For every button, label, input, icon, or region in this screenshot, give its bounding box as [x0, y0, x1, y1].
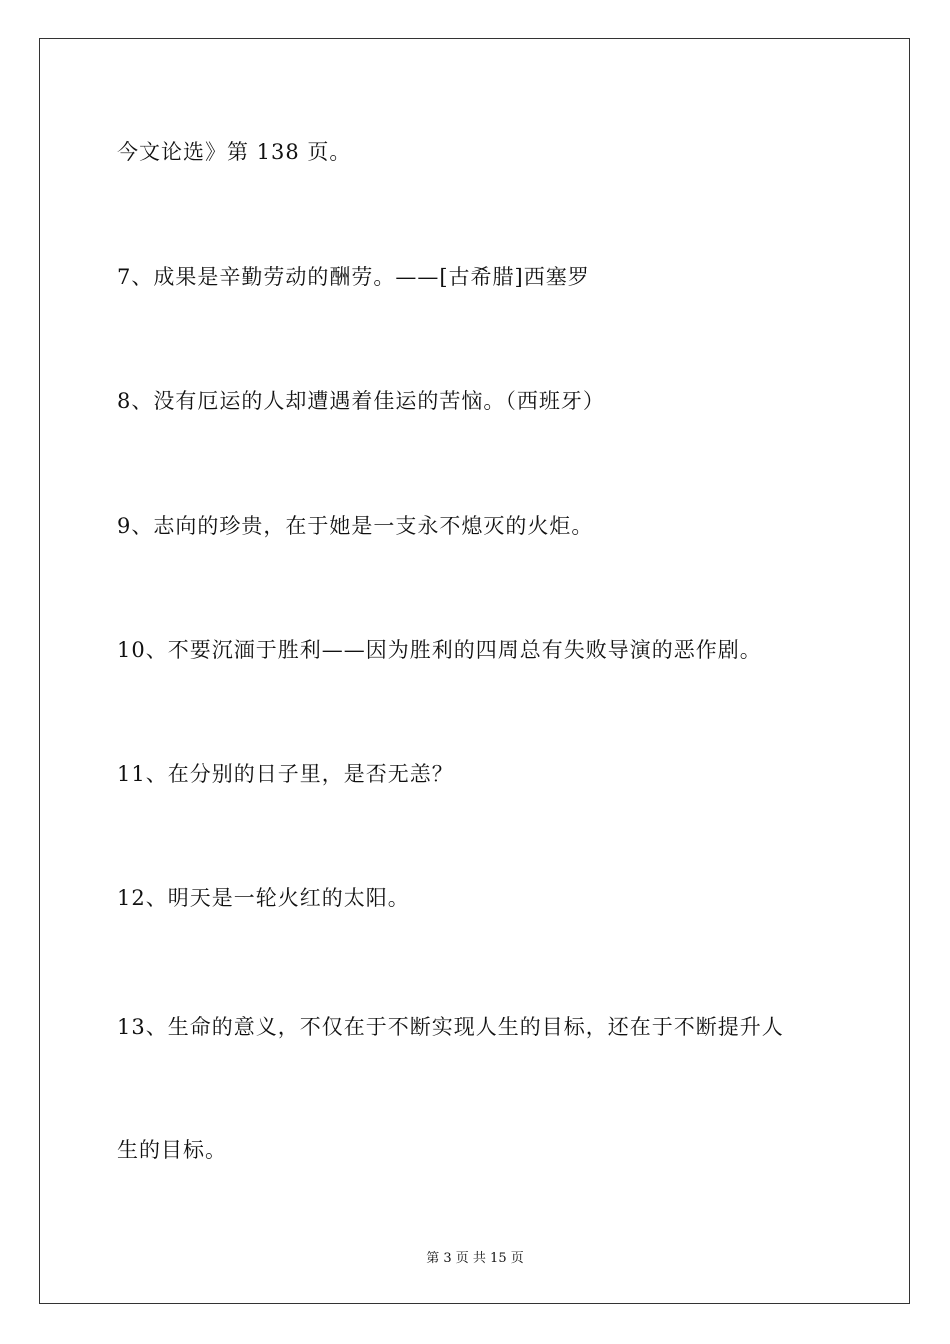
- quote-7: 7、成果是辛勤劳动的酬劳。——[古希腊]西塞罗: [117, 265, 590, 289]
- quote-9: 9、志向的珍贵，在于她是一支永不熄灭的火炬。: [117, 514, 594, 538]
- quote-12: 12、明天是一轮火红的太阳。: [117, 886, 410, 910]
- text-line-continuation: 今文论选》第 138 页。: [117, 140, 352, 164]
- quote-13-continuation: 生的目标。: [117, 1138, 227, 1162]
- quote-8: 8、没有厄运的人却遭遇着佳运的苦恼。（西班牙）: [117, 389, 605, 413]
- quote-13: 13、生命的意义，不仅在于不断实现人生的目标，还在于不断提升人: [117, 1015, 784, 1039]
- page-number-footer: 第 3 页 共 15 页: [426, 1251, 524, 1266]
- page-border: [39, 38, 910, 1304]
- quote-10: 10、不要沉湎于胜利——因为胜利的四周总有失败导演的恶作剧。: [117, 638, 762, 662]
- quote-11: 11、在分别的日子里，是否无恙？: [117, 762, 454, 786]
